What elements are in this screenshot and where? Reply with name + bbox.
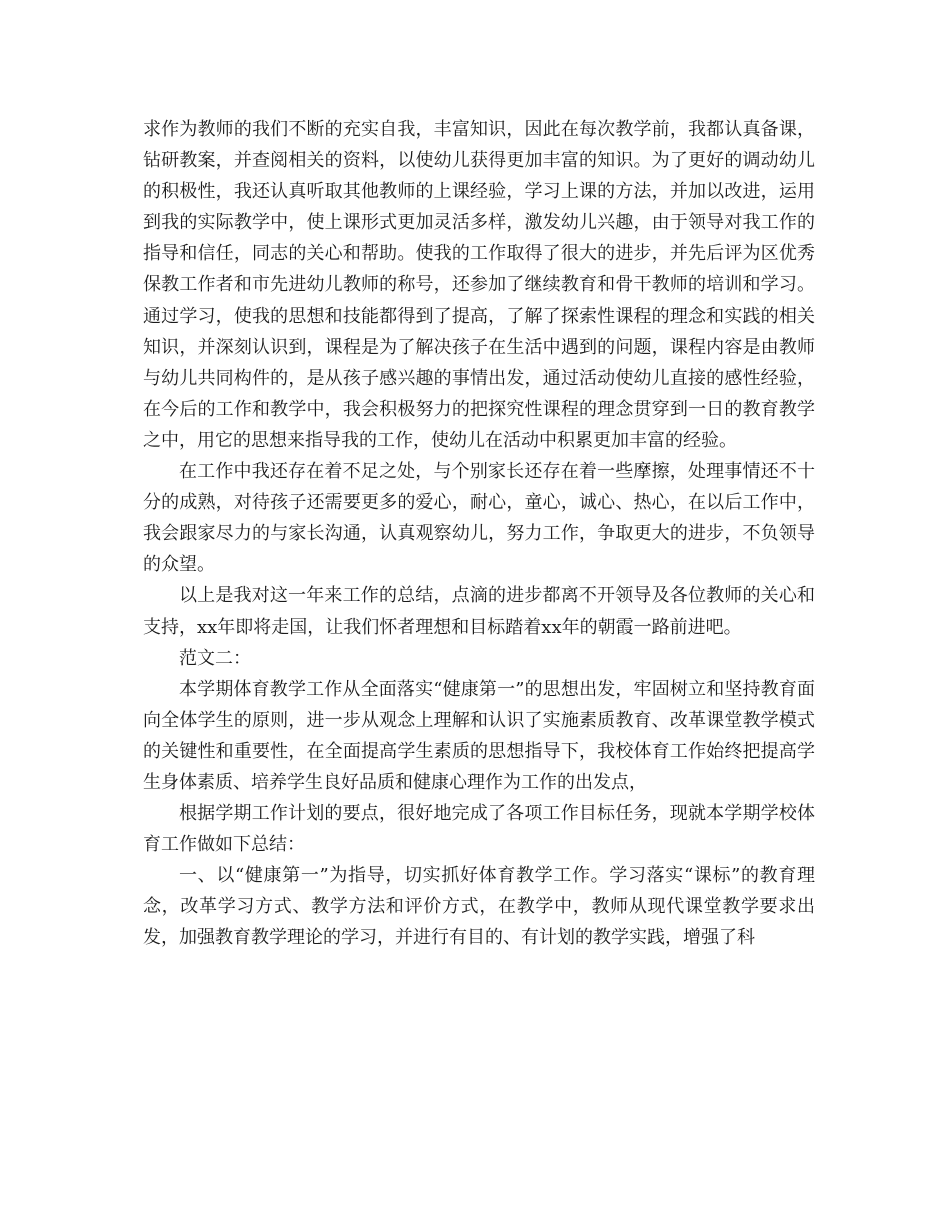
paragraph-1: 求作为教师的我们不断的充实自我，丰富知识，因此在每次教学前，我都认真备课，钻研教案，并查阅相关的资料，以使幼儿获得更加丰富的知识。为了更好的调动幼儿的积极性，我还认真听取其他教师的上课经验，学习上课的方法，并加以改进，运用到我的实际教学中，使上课形式更加灵活多样，激发幼儿兴趣，由于领导对我工作的指导和信任，同志的关心和帮助。使我的工作取得了很大的进步，并先后评为区优秀保教工作者和市先进幼儿教师的称号，还参加了继续教育和骨干教师的培训和学习。通过学习，使我的思想和技能都得到了提高，了解了探索性课程的理念和实践的相关知识，并深刻认识到，课程是为了解决孩子在生活中遇到的问题，课程内容是由教师与幼儿共同构件的，是从孩子感兴趣的事情出发，通过活动使幼儿直接的感性经验，在今后的工作和教学中，我会积极努力的把探究性课程的理念贯穿到一日的教育教学之中，用它的思想来指导我的工作，使幼儿在活动中积累更加丰富的经验。 <box>143 119 815 451</box>
paragraph-3: 以上是我对这一年来工作的总结，点滴的进步都离不开领导及各位教师的关心和支持，xx年即将走国，让我们怀者理想和目标踏着xx年的朝霞一路前进吧。 <box>143 585 815 638</box>
paragraph-6: 根据学期工作计划的要点，很好地完成了各项工作目标任务，现就本学期学校体育工作做如下总结： <box>143 803 815 856</box>
section-heading: 范文二： <box>179 647 251 669</box>
document-body <box>143 114 815 954</box>
paragraph-5: 本学期体育教学工作从全面落实“健康第一”的思想出发，牢固树立和坚持教育面向全体学生的原则，进一步从观念上理解和认识了实施素质教育、改革课堂教学模式的关键性和重要性，在全面提高学生素质的思想指导下，我校体育工作始终把提高学生身体素质、培养学生良好品质和健康心理作为工作的出发点， <box>143 678 815 793</box>
paragraph-2: 在工作中我还存在着不足之处，与个别家长还存在着一些摩擦，处理事情还不十分的成熟，对待孩子还需要更多的爱心，耐心，童心，诚心、热心，在以后工作中，我会跟家尽力的与家长沟通，认真观察幼儿，努力工作，争取更大的进步，不负领导的众望。 <box>143 461 815 576</box>
paragraph-7: 一、以“健康第一”为指导，切实抓好体育教学工作。学习落实“课标”的教育理念，改革学习方式、教学方法和评价方式，在教学中，教师从现代课堂教学要求出发，加强教育教学理论的学习，并进行有目的、有计划的教学实践，增强了科 <box>143 865 815 949</box>
